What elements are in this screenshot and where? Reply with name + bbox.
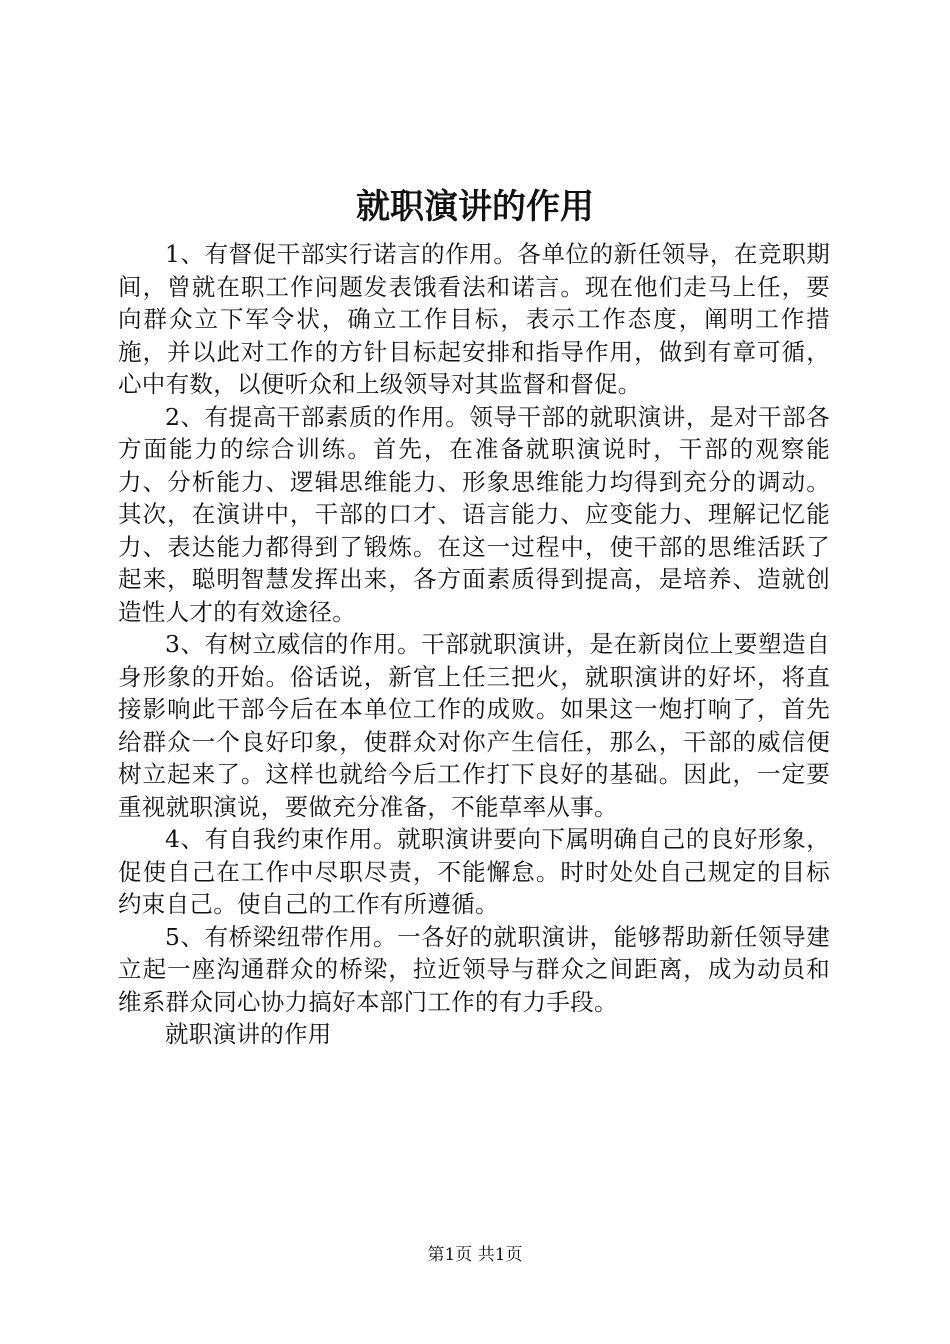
paragraph-4: 4、有自我约束作用。就职演讲要向下属明确自己的良好形象，促使自己在工作中尽职尽责，不能懈怠。时时处处自己规定的目标约束自己。使自己的工作有所遵循。 (118, 825, 830, 918)
closing-line: 就职演讲的作用 (165, 1020, 332, 1048)
page-footer: 第1页 共1页 (427, 1245, 523, 1265)
document-title: 就职演讲的作用 (356, 187, 594, 227)
paragraph-3: 3、有树立威信的作用。干部就职演讲，是在新岗位上要塑造自身形象的开始。俗话说，新官上任三把火，就职演讲的好坏，将直接影响此干部今后在本单位工作的成败。如果这一炮打响了，首先给群众一个良好印象，使群众对你产生信任，那么，干部的威信便树立起来了。这样也就给今后工作打下良好的基础。因此，一定要重视就职演说，要做充分准备，不能草率从事。 (118, 630, 830, 821)
document-body (118, 238, 830, 1051)
paragraph-2: 2、有提高干部素质的作用。领导干部的就职演讲，是对干部各方面能力的综合训练。首先，在准备就职演说时，干部的观察能力、分析能力、逻辑思维能力、形象思维能力均得到充分的调动。其次，在演讲中，干部的口才、语言能力、应变能力、理解记忆能力、表达能力都得到了锻炼。在这一过程中，使干部的思维活跃了起来，聪明智慧发挥出来，各方面素质得到提高，是培养、造就创造性人才的有效途径。 (118, 402, 830, 626)
paragraph-1: 1、有督促干部实行诺言的作用。各单位的新任领导，在竞职期间，曾就在职工作问题发表饿看法和诺言。现在他们走马上任，要向群众立下军令状，确立工作目标，表示工作态度，阐明工作措施，并以此对工作的方针目标起安排和指导作用，做到有章可循，心中有数，以便听众和上级领导对其监督和督促。 (118, 240, 830, 398)
paragraph-5: 5、有桥梁纽带作用。一各好的就职演讲，能够帮助新任领导建立起一座沟通群众的桥梁，拉近领导与群众之间距离，成为动员和维系群众同心协力搞好本部门工作的有力手段。 (118, 922, 830, 1016)
